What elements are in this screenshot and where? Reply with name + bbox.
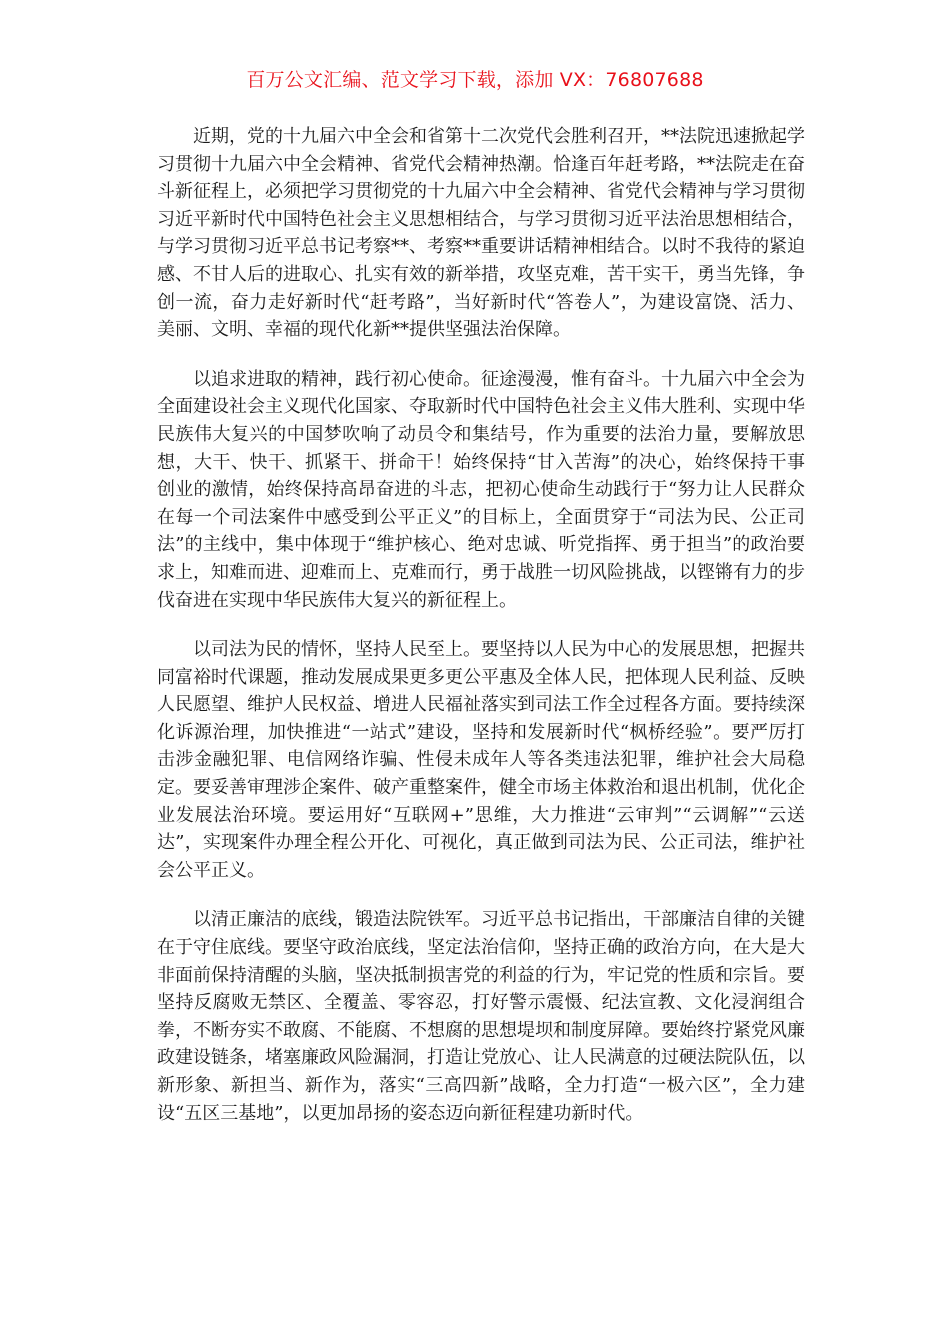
document-body (157, 123, 805, 1127)
paragraph-integrity: 以清正廉洁的底线，锻造法院铁军。习近平总书记指出，干部廉洁自律的关键在于守住底线。要坚守政治底线，坚定法治信仰，坚持正确的政治方向，在大是大非面前保持清醒的头脑，坚决抵制损害党的利益的行为，牢记党的性质和宗旨。要坚持反腐败无禁区、全覆盖、零容忍，打好警示震慑、纪法宣教、文化浸润组合拳，不断夯实不敢腐、不能腐、不想腐的思想堤坝和制度屏障。要始终拧紧党风廉政建设链条，堵塞廉政风险漏洞，打造让党放心、让人民满意的过硬法院队伍，以新形象、新担当、新作为，落实“三高四新”战略，全力打造“一极六区”，全力建设“五区三基地”，以更加昂扬的姿态迈向新征程建功新时代。 (157, 909, 805, 1124)
paragraph-intro: 近期，党的十九届六中全会和省第十二次党代会胜利召开，**法院迅速掀起学习贯彻十九届六中全会精神、省党代会精神热潮。恰逢百年赶考路，**法院走在奋斗新征程上，必须把学习贯彻党的十九届六中全会精神、省党代会精神与学习贯彻习近平新时代中国特色社会主义思想相结合，与学习贯彻习近平法治思想相结合，与学习贯彻习近平总书记考察**、考察**重要讲话精神相结合。以时不我待的紧迫感、不甘人后的进取心、扎实有效的新举措，攻坚克难，苦干实干，勇当先锋，争创一流，奋力走好新时代“赶考路”，当好新时代“答卷人”，为建设富饶、活力、美丽、文明、幸福的现代化新**提供坚强法治保障。 (157, 126, 805, 341)
paragraph-mission: 以追求进取的精神，践行初心使命。征途漫漫，惟有奋斗。十九届六中全会为全面建设社会主义现代化国家、夺取新时代中国特色社会主义伟大胜利、实现中华民族伟大复兴的中国梦吹响了动员令和集结号，作为重要的法治力量，要解放思想，大干、快干、抓紧干、拼命干！始终保持“甘入苦海”的决心，始终保持干事创业的激情，始终保持高昂奋进的斗志，把初心使命生动践行于“努力让人民群众在每一个司法案件中感受到公平正义”的目标上，全面贯穿于“司法为民、公正司法”的主线中，集中体现于“维护核心、绝对忠诚、听党指挥、勇于担当”的政治要求上，知难而进、迎难而上、克难而行，勇于战胜一切风险挑战，以铿锵有力的步伐奋进在实现中华民族伟大复兴的新征程上。 (157, 368, 805, 611)
paragraph-people: 以司法为民的情怀，坚持人民至上。要坚持以人民为中心的发展思想，把握共同富裕时代课题，推动发展成果更多更公平惠及全体人民，把体现人民利益、反映人民愿望、维护人民权益、增进人民福祉落实到司法工作全过程各方面。要持续深化诉源治理，加快推进“一站式”建设，坚持和发展新时代“枫桥经验”。要严厉打击涉金融犯罪、电信网络诈骗、性侵未成年人等各类违法犯罪，维护社会大局稳定。要妥善审理涉企案件、破产重整案件，健全市场主体救治和退出机制，优化企业发展法治环境。要运用好“互联网+”思维，大力推进“云审判”“云调解”“云送达”，实现案件办理全程公开化、可视化，真正做到司法为民、公正司法，维护社会公平正义。 (157, 639, 805, 881)
header-banner: 百万公文汇编、范文学习下载，添加 VX：76807688 (246, 69, 704, 91)
